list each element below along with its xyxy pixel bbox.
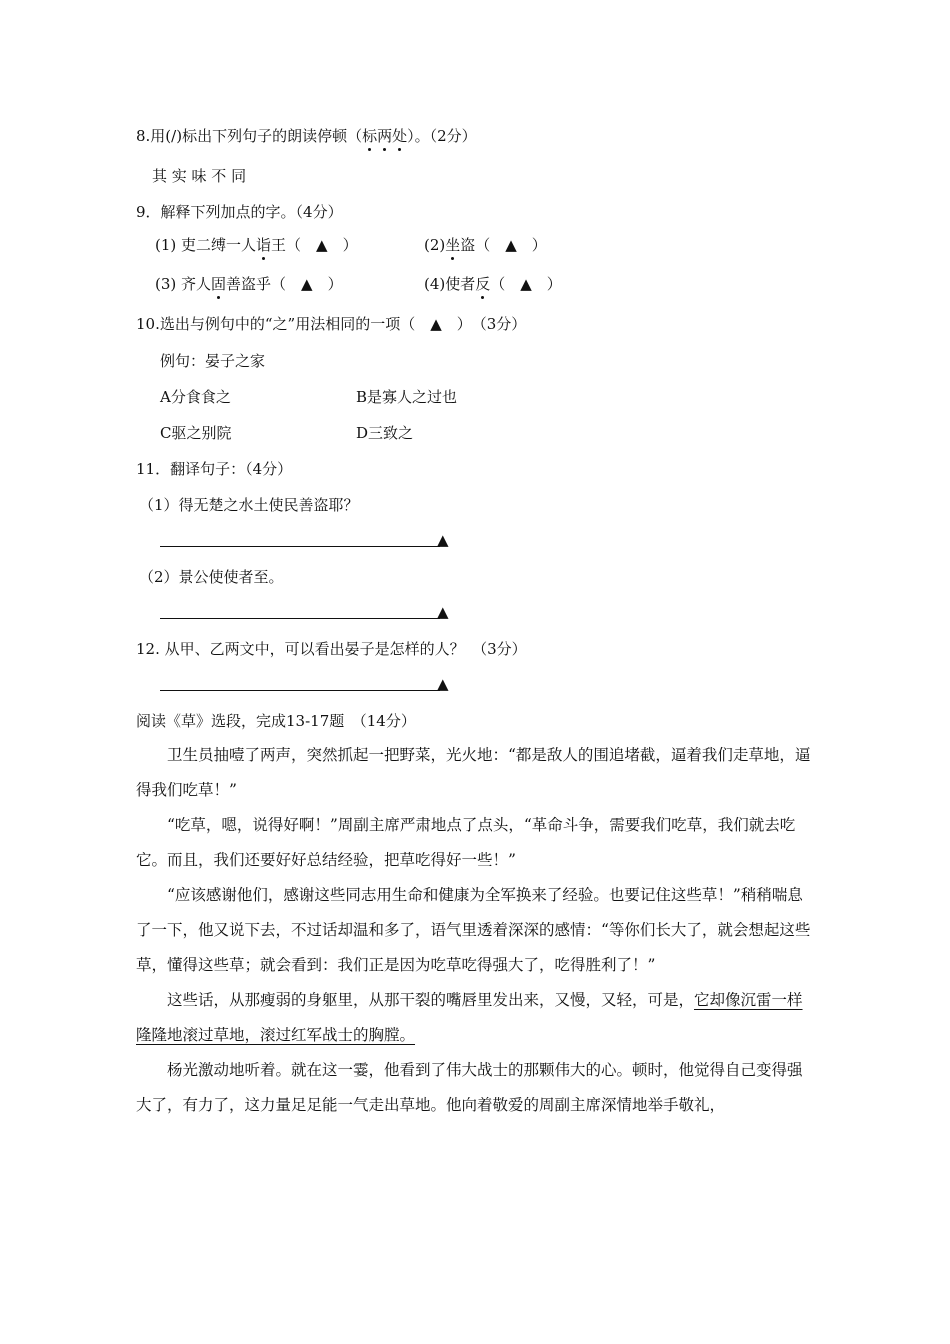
- answer-marker: ▲: [437, 531, 449, 549]
- q9-dotted-char: 固: [211, 275, 227, 293]
- q11-sentence-2: （2）景公使使者至。: [139, 568, 284, 586]
- q10-title: 10.选出与例句中的“之”用法相同的一项（ ▲ ） （3分）: [136, 315, 527, 333]
- paragraph: “应该感谢他们，感谢这些同志用生命和健康为全军换来了经验。也要记住这些草！”稍稍喘息了一下，他又说下去，不过话却温和多了，语气里透着深深的感情：“等你们长大了，就会想起这些草，懂得这些草；就会看到：我们正是因为吃草吃得强大了，吃得胜利了！”: [136, 886, 811, 974]
- underlined-sentence: 它却像沉雷一样隆隆地滚过草地，滚过红军战士的胸膛。: [136, 991, 803, 1044]
- q9-item-4: (4)使者反（ ▲ ）: [424, 275, 562, 293]
- q12-title: 12. 从甲、乙两文中，可以看出晏子是怎样的人？ （3分）: [136, 640, 527, 658]
- answer-line: [160, 690, 440, 691]
- paragraph: “吃草，嗯，说得好啊！”周副主席严肃地点了点头，“革命斗争，需要我们吃草，我们就去吃它。而且，我们还要好好总结经验，把草吃得好一些！”: [136, 816, 796, 869]
- q9-item-1: (1) 吏二缚一人诣王（ ▲ ）: [155, 236, 358, 254]
- answer-line: [160, 618, 440, 619]
- paragraph: 杨光激动地听着。就在这一霎，他看到了伟大战士的那颗伟大的心。顿时，他觉得自己变得强大了，有力了，这力量足足能一气走出草地。他向着敬爱的周副主席深情地举手敬礼，: [136, 1061, 803, 1114]
- q10-option-b: B是寡人之过也: [356, 388, 458, 406]
- answer-line: [160, 546, 440, 547]
- q9-dotted-char: 反: [475, 275, 491, 293]
- paragraph: 卫生员抽噎了两声，突然抓起一把野菜，光火地：“都是敌人的围追堵截，逼着我们走草地，逼得我们吃草！”: [136, 746, 811, 799]
- q9-item-2: (2)坐盗（ ▲ ）: [424, 236, 547, 254]
- paragraph: 这些话，从那瘦弱的身躯里，从那干裂的嘴唇里发出来，又慢，又轻，可是，它却像沉雷一样隆隆地滚过草地，滚过红军战士的胸膛。: [136, 991, 803, 1044]
- q8-dotted-char: 标: [362, 127, 378, 145]
- reading-title: 阅读《草》选段，完成13-17题 （14分）: [136, 712, 416, 730]
- q8-dotted-char: 处: [392, 127, 408, 145]
- q11-title: 11．翻译句子：（4分）: [136, 460, 293, 478]
- q9-title: 9．解释下列加点的字。（4分）: [136, 203, 343, 221]
- q8-prefix: 8.用(/)标出下列句子的朗读停顿（: [136, 127, 363, 145]
- q11-sentence-1: （1）得无楚之水土使民善盗耶？: [139, 496, 359, 514]
- answer-marker: ▲: [437, 603, 449, 621]
- q8-prompt: [136, 126, 477, 146]
- q9-dotted-char: 诣: [256, 236, 272, 254]
- reading-passage: [136, 738, 816, 1123]
- q8-dotted-char: 两: [377, 127, 393, 145]
- q8-suffix: ）。（2分）: [407, 127, 477, 145]
- q9-dotted-char: 坐: [445, 236, 461, 254]
- q10-option-d: D三致之: [356, 424, 414, 442]
- q8-sentence: 其 实 味 不 同: [152, 167, 247, 185]
- q10-option-a: A分食食之: [160, 388, 231, 406]
- q9-item-3: (3) 齐人固善盗乎（ ▲ ）: [155, 275, 343, 293]
- answer-marker: ▲: [437, 675, 449, 693]
- q10-example: 例句：晏子之家: [160, 352, 266, 370]
- q10-option-c: C驱之别院: [160, 424, 232, 442]
